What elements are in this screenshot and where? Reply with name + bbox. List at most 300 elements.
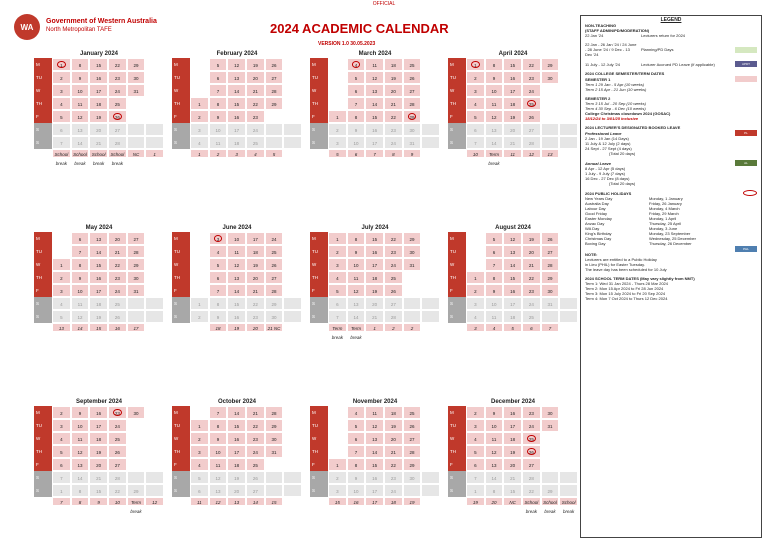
week-number [421,149,440,158]
date-cell [190,84,209,97]
date-cell [541,471,560,484]
date-cell: 18 [503,432,522,445]
date-cell: 7 [52,471,71,484]
date-cell: 17 [365,258,384,271]
lecturer-leave-heading: 2024 LECTURER'S DESIGNATED BOOKED LEAVE [585,125,681,130]
date-cell: 6 [209,271,228,284]
weekday-label: S [34,471,52,484]
date-cell: 26 [522,110,541,123]
semester-1: SEMESTER 1 [585,76,611,82]
date-cell: 15 [227,419,246,432]
date-cell: 1 [190,419,209,432]
date-cell [328,419,347,432]
date-cell: 15 [89,258,108,271]
weekday-label: TU [448,71,466,84]
date-cell: 1 [328,458,347,471]
date-cell [421,310,440,323]
date-cell [421,258,440,271]
weekday-label: S [172,297,190,310]
date-cell: 27 [384,297,403,310]
date-cell [421,232,440,245]
date-cell [283,232,302,245]
al-heading: Annual Leave [585,160,612,166]
date-cell: 11 [227,245,246,258]
week-number-spacer [448,323,466,332]
month-calendar [310,398,440,506]
date-cell: 11 [71,97,90,110]
weekday-label: F [34,284,52,297]
date-cell: 12 [209,471,228,484]
date-cell [421,458,440,471]
week-number: 3 [466,323,485,332]
weekday-label: TU [34,71,52,84]
date-cell [283,445,302,458]
date-cell [145,297,164,310]
date-cell: 19 [246,258,265,271]
month-title: May 2024 [85,225,113,231]
week-number: 21 NC [265,323,284,332]
weekday-label: S [310,471,328,484]
date-cell: 7 [485,258,504,271]
date-cell [421,97,440,110]
date-cell: 31 [265,445,284,458]
date-cell: 16 [227,432,246,445]
date-cell: 12 [227,258,246,271]
weekday-label: S [172,123,190,136]
weekday-label: W [448,258,466,271]
date-cell: 19 [89,310,108,323]
date-cell: 14 [89,245,108,258]
date-cell: 5 [52,445,71,458]
month-title: July 2024 [361,225,389,231]
date-cell: 23 [384,471,403,484]
date-cell: 25 [265,245,284,258]
date-cell: 25 [384,271,403,284]
nonteach-heading: NON-TEACHING [585,23,617,28]
date-cell [403,310,422,323]
date-cell: 16 [89,71,108,84]
week-number: 6 [347,149,366,158]
date-cell: 9 [209,432,228,445]
weekday-label: S [310,297,328,310]
weekday-label: TH [172,445,190,458]
date-cell: 19 [384,419,403,432]
date-cell: 17 [503,419,522,432]
date-cell: 7 [209,284,228,297]
date-cell: 8 [209,419,228,432]
date-cell: 10 [209,445,228,458]
weekday-label: TU [310,245,328,258]
month-title: January 2024 [79,51,119,57]
date-cell [283,271,302,284]
date-cell: 16 [227,110,246,123]
date-cell [145,97,164,110]
week-number [421,497,440,506]
date-cell: 19 [522,232,541,245]
date-cell: 14 [485,471,504,484]
week-number: 16 [347,497,366,506]
weekday-label: W [310,258,328,271]
date-cell: 17 [227,123,246,136]
holiday-name: New Years Day [585,196,613,201]
date-cell: 28 [108,471,127,484]
ph-heading: 2024 PUBLIC HOLIDAYS [585,190,632,196]
legend-panel [580,15,762,538]
date-cell: 2 [466,284,485,297]
date-cell: 29 [403,458,422,471]
date-cell: 24 [384,484,403,497]
date-cell: 9 [71,71,90,84]
date-cell: 15 [503,271,522,284]
week-number: 17 [365,497,384,506]
date-cell [328,97,347,110]
date-cell: 10 [71,84,90,97]
date-cell [328,406,347,419]
school-term-3: Term 3: Mon 15 July 2024 to Fri 20 Sep 2024 [585,291,666,296]
week-number: 11 [503,149,522,158]
week-number: 9 [89,497,108,506]
date-cell: 11 [485,97,504,110]
date-cell: 10 [485,297,504,310]
date-cell: 16 [365,471,384,484]
date-cell [541,432,560,445]
date-cell: 26 [541,232,560,245]
week-number: School break [559,497,578,506]
week-number: 13 [227,497,246,506]
date-cell [145,84,164,97]
date-cell: 3 [52,419,71,432]
date-cell [127,136,146,149]
date-cell: 17 [365,136,384,149]
weekday-label: W [448,432,466,445]
date-cell: 26 [246,471,265,484]
date-cell: 14 [227,406,246,419]
date-cell: 9 [209,310,228,323]
weekday-label: S [172,136,190,149]
weekday-label: TU [448,245,466,258]
holiday-name: Anzac Day [585,221,605,226]
date-cell: 28 [541,258,560,271]
date-cell: 23 [108,71,127,84]
week-number: 16 [108,323,127,332]
date-cell: 6 [71,232,90,245]
date-cell [283,471,302,484]
date-cell: 12 [365,419,384,432]
school-term-4: Term 4: Mon 7 Oct 2024 to Thurs 12 Dec 2024 [585,296,668,301]
date-cell [145,445,164,458]
date-cell: 3 [466,419,485,432]
date-cell: 19 [246,58,265,71]
date-cell: 2 [190,432,209,445]
date-cell: 29 [403,232,422,245]
holiday-date: Wednesday, 25 December [649,236,696,241]
date-cell [127,471,146,484]
date-cell: 17 [89,419,108,432]
date-cell: 2 [466,406,485,419]
date-cell: 2 [52,271,71,284]
date-cell: 24 [522,84,541,97]
date-cell [283,458,302,471]
date-cell: 24 [246,445,265,458]
date-cell: 13 [503,245,522,258]
date-cell [145,284,164,297]
month-title: March 2024 [358,51,392,57]
week-number: 18 [384,497,403,506]
date-cell: 24 [108,84,127,97]
date-cell: 4 [52,97,71,110]
date-cell: 16 [227,310,246,323]
date-cell: 10 [347,258,366,271]
week-number: 12 [522,149,541,158]
date-cell: 19 [503,445,522,458]
date-cell: 18 [503,310,522,323]
date-cell: 7 [466,136,485,149]
date-cell: 14 [365,97,384,110]
date-cell: 3 [52,284,71,297]
date-cell: 11 [365,58,384,71]
week-number: School break [52,149,71,158]
date-cell: 6 [485,245,504,258]
date-cell: 6 [328,297,347,310]
date-cell: 25 [403,58,422,71]
week-number: 14 [246,497,265,506]
date-cell: 29 [541,58,560,71]
weekday-label: W [448,84,466,97]
date-cell: 22 [246,97,265,110]
weekday-label: W [34,84,52,97]
date-cell [145,310,164,323]
date-cell: 28 [265,84,284,97]
date-cell [403,297,422,310]
date-cell: 17 [503,297,522,310]
date-cell: 17 [246,232,265,245]
date-cell [145,484,164,497]
date-cell [541,97,560,110]
weekday-label: S [34,123,52,136]
date-cell: 12 [485,110,504,123]
date-cell: 12 [227,58,246,71]
date-cell: 13 [227,71,246,84]
week-number: 19 [227,323,246,332]
date-cell: 20 [365,297,384,310]
week-number: 6 [522,323,541,332]
date-cell [145,232,164,245]
date-cell: 22 [522,484,541,497]
org-subname: North Metropolitan TAFE [46,27,112,33]
date-cell [328,58,347,71]
date-cell: 24 [522,419,541,432]
date-cell: 20 [246,71,265,84]
date-cell: 13 [71,458,90,471]
date-cell: 19 [227,471,246,484]
date-cell: 11 [71,297,90,310]
week-number: 20 [246,323,265,332]
week-number: 13 [52,323,71,332]
date-cell: 5 [485,232,504,245]
date-cell: 16 [89,406,108,419]
date-cell: 3 [190,445,209,458]
weekday-label: S [34,484,52,497]
date-cell [421,84,440,97]
weekday-label: S [310,136,328,149]
date-cell [127,297,146,310]
holiday-date: Monday, 1 April [649,216,677,221]
week-number: 1 [365,323,384,332]
date-cell [559,71,578,84]
date-cell: 10 [347,484,366,497]
date-cell: 17 [503,84,522,97]
date-cell [421,445,440,458]
date-cell: 21 [89,471,108,484]
date-cell: 13 [347,297,366,310]
note-line-1: Lecturers are entitled to a Public Holiday [585,257,657,262]
weekday-label: TU [172,245,190,258]
weekday-label: F [310,284,328,297]
date-cell [145,271,164,284]
month-title: February 2024 [216,51,258,57]
week-number-spacer [34,323,52,332]
date-cell [127,458,146,471]
date-cell [265,471,284,484]
holiday-date: Monday, 4 March [649,206,680,211]
date-cell: 30 [403,471,422,484]
week-number: 2 [403,323,422,332]
date-cell: 10 [485,84,504,97]
week-number [559,323,578,332]
date-cell: 16 [503,406,522,419]
date-cell: 31 [127,284,146,297]
date-cell: 22 [108,484,127,497]
date-cell: 20 [522,245,541,258]
date-cell: 3 [466,297,485,310]
date-cell [283,310,302,323]
date-cell: 23 [384,245,403,258]
date-cell: 6 [466,458,485,471]
date-cell: 21 [522,258,541,271]
date-cell: 21 [108,245,127,258]
weekday-label: F [34,458,52,471]
week-number-spacer [172,149,190,158]
weekday-label: TH [448,271,466,284]
date-cell: 30 [127,71,146,84]
date-cell [328,71,347,84]
date-cell: 11 [485,432,504,445]
date-cell: 26 [108,110,127,123]
government-crest-icon: WA [14,14,40,40]
date-cell: 6 [347,432,366,445]
term-1: Term 1 29 Jan - 5 Apr (10 weeks) [585,82,645,87]
date-cell: 18 [227,136,246,149]
date-cell: 22 [384,110,403,123]
date-cell: 24 [384,258,403,271]
nt3-date: 11 July - 12 July '24 [585,61,620,67]
week-number: School break [522,497,541,506]
date-cell [283,419,302,432]
date-cell [145,58,164,71]
date-cell [265,136,284,149]
week-number: 7 [365,149,384,158]
date-cell [283,284,302,297]
date-cell [265,123,284,136]
date-cell [559,271,578,284]
date-cell: 4 [466,310,485,323]
date-cell: 22 [384,232,403,245]
date-cell [559,406,578,419]
date-cell [145,71,164,84]
date-cell [466,232,485,245]
date-cell: 6 [52,123,71,136]
date-cell: 29 [265,97,284,110]
term-2: Term 2 15 Apr - 21 Jun (10 weeks) [585,87,647,92]
weekday-label: TU [310,71,328,84]
date-cell: 3 [328,136,347,149]
date-cell: 7 [328,310,347,323]
date-cell: 24 [108,284,127,297]
holiday-date: Thursday, 25 April [649,221,681,226]
date-cell: 22 [384,458,403,471]
week-number [283,323,302,332]
date-cell: 11 [347,271,366,284]
date-cell: 10 [485,419,504,432]
date-cell: 4 [328,271,347,284]
weekday-label: M [448,232,466,245]
date-cell: 1 [52,484,71,497]
date-cell [145,136,164,149]
date-cell: 14 [71,136,90,149]
date-cell: 25 [522,97,541,110]
date-cell: 15 [89,484,108,497]
weekday-label: W [172,258,190,271]
date-cell: 4 [209,245,228,258]
date-cell [145,406,164,419]
date-cell: 28 [265,406,284,419]
apdt-swatch: APDT [735,61,757,67]
month-calendar [172,50,302,158]
date-cell: 4 [190,136,209,149]
date-cell: 23 [108,406,127,419]
date-cell [283,123,302,136]
nt2-desc: Planning/PD Days [641,47,674,52]
weekday-label: TU [34,419,52,432]
date-cell: 18 [89,432,108,445]
semester-2: SEMESTER 2 [585,96,611,101]
date-cell: 15 [227,97,246,110]
month-calendar [448,224,578,332]
date-cell: 13 [365,84,384,97]
date-cell: 10 [209,123,228,136]
date-cell: 1 [190,97,209,110]
week-number: 15 [328,497,347,506]
month-calendar [310,50,440,158]
date-cell: 21 [365,310,384,323]
date-cell: 15 [503,58,522,71]
date-cell: 27 [522,123,541,136]
holiday-name: Boxing Day [585,241,606,246]
weekday-label: W [310,432,328,445]
week-number: 2 [384,323,403,332]
date-cell: 12 [503,232,522,245]
weekday-label: S [448,484,466,497]
date-cell [559,284,578,297]
pl-swatch: PL [735,130,757,136]
date-cell [328,432,347,445]
weekday-label: F [448,284,466,297]
holiday-name: WA Day [585,226,600,231]
date-cell [421,432,440,445]
date-cell [403,271,422,284]
date-cell: 7 [209,406,228,419]
date-cell: 12 [365,71,384,84]
